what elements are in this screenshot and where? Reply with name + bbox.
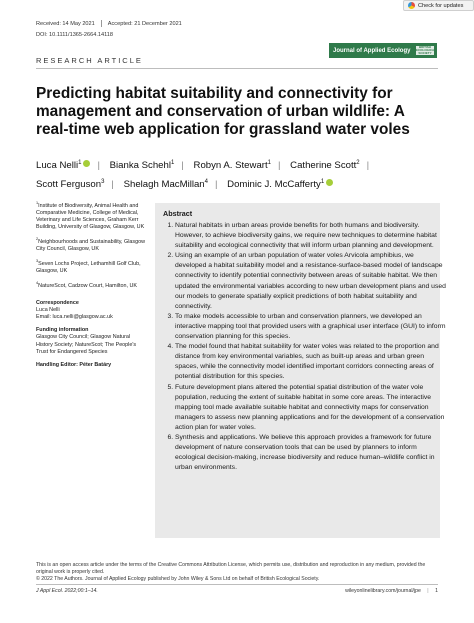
license-text: This is an open access article under the terms of the Creative Commons Attribution License, which permits use, distribution and reproduction in any medium, provided the original work is properly cited. — [36, 562, 426, 575]
affiliations-column — [36, 200, 148, 369]
abstract-item: 4. The model found that habitat suitability for water voles was related to the proportion and distance from key environmental variables, such as built-up areas and urban green spaces, while the connectivity model identified important corridors connecting areas of potential distribution for this species. — [175, 342, 447, 382]
correspondence-heading: Correspondence — [36, 300, 79, 307]
correspondence-block — [36, 300, 148, 321]
date-divider — [101, 20, 102, 27]
author-1[interactable]: Luca Nelli$^1$ — [36, 160, 90, 171]
abstract-item: 6. Synthesis and applications. We believe this approach provides a framework for future development of nature conservation tools that can be used by planners to inform ecological decision-making, increase biodiversity and reduce human–wildlife conflict in urban environments. — [175, 433, 447, 473]
article-type: RESEARCH ARTICLE — [36, 56, 143, 65]
journal-name: Journal of Applied Ecology — [333, 47, 411, 54]
funding-heading: Funding information — [36, 327, 89, 334]
journal-url[interactable]: wileyonlinelibrary.com/journal/jpe — [345, 588, 421, 594]
page-footer — [36, 588, 438, 594]
footer-divider — [36, 584, 438, 585]
funding-block — [36, 327, 148, 355]
header-divider — [36, 68, 438, 69]
article-title: Predicting habitat suitability and connectivity for management and conservation of urban wildlife: A real-time web application for grassland water voles — [36, 85, 410, 138]
page-number: 1 — [435, 588, 438, 594]
check-for-updates-button[interactable] — [403, 0, 474, 11]
author-3[interactable]: Robyn A. Stewart$^1$ — [193, 160, 271, 172]
author-4[interactable]: Catherine Scott$^2$ — [290, 160, 360, 172]
citation: J Appl Ecol. 2022;00:1–14. — [36, 588, 98, 594]
handling-editor: Handling Editor: Péter Batáry — [36, 361, 112, 368]
affiliation-1: $^1$Institute of Biodiversity, Animal Health and Comparative Medicine, College of Medical, Veterinary and Life Sciences, Graham Kerr Building, University of Glasgow, Glasgow, UK — [36, 201, 145, 231]
orcid-icon[interactable] — [83, 160, 90, 167]
copyright-text: © 2022 The Authors. Journal of Applied Ecology published by John Wiley & Sons Ltd on behalf of British Ecological Society. — [36, 576, 320, 582]
received-date: Received: 14 May 2021 — [36, 20, 95, 27]
abstract-list — [163, 221, 447, 473]
abstract-item: 1. Natural habitats in urban areas provide benefits for both humans and biodiversity. However, to achieve biodiversity gains, we require new techniques to determine habitat suitability and ecological connectivity that will inform urban planning and development. — [175, 221, 447, 251]
correspondence-email[interactable]: Email: luca.nelli@glasgow.ac.uk — [36, 314, 113, 321]
correspondence-name: Luca Nelli — [36, 307, 60, 314]
society-logo: BRITISH ECOLOGICAL SOCIETY — [416, 45, 436, 55]
abstract-box — [155, 203, 446, 538]
article-dates — [36, 20, 182, 27]
author-2[interactable]: Bianka Schehl$^1$ — [109, 160, 175, 172]
affiliation-2: $^2$Neighbourhoods and Sustainability, Glasgow City Council, Glasgow, UK — [36, 237, 146, 253]
author-list: Luca Nelli$^1$ | Bianka Schehl$^1$ | Robyn A. Stewart$^1$ | Catherine Scott$^2$ | Scott Ferguson$^3$ | Shelagh MacMillan$^4$ | Dominic J. McCafferty$^1$ — [36, 160, 370, 191]
funding-text: Glasgow City Council; Glasgow Natural History Society; NatureScot; The People's Trust for Endangered Species — [36, 334, 137, 355]
journal-logo — [329, 43, 437, 58]
doi-link[interactable]: DOI: 10.1111/1365-2664.14118 — [36, 32, 114, 38]
affiliation-3: $^3$Seven Lochs Project, Lethamhill Golf Club, Glasgow, UK — [36, 259, 141, 275]
author-5[interactable]: Scott Ferguson$^3$ — [36, 179, 105, 191]
abstract-item: 2. Using an example of an urban population of water voles Arvicola amphibius, we developed a habitat suitability model and a resistance-surface-based model of landscape connectivity to identify potential connectivity between areas of suitable habitat. We then updated the environmental variables according to new urban development plans and used our models to generate spatially explicit predictions of both habitat suitability and connectivity. — [175, 251, 447, 312]
check-updates-label: Check for updates — [418, 2, 464, 9]
license-notice — [36, 562, 438, 583]
author-6[interactable]: Shelagh MacMillan$^4$ — [123, 179, 208, 191]
affiliation-4: $^4$NatureScot, Cadzow Court, Hamilton, UK — [36, 281, 137, 289]
abstract-item: 5. Future development plans altered the potential spatial distribution of the water vole population, reducing the extent of suitable habitat in some core areas. The interactive mapping tool made available suitable habitat and connectivity maps for conservation managers to assess new planning applications and for the development of a conservation action plan for water voles. — [175, 383, 447, 433]
crossmark-icon — [408, 2, 415, 9]
orcid-icon[interactable] — [326, 179, 333, 186]
abstract-item: 3. To make models accessible to urban and conservation planners, we developed an interactive mapping tool that provided users with a graphical user interface (GUI) to inform conservation planning for this species. — [175, 312, 447, 342]
abstract-heading: Abstract — [163, 209, 193, 218]
accepted-date: Accepted: 21 December 2021 — [107, 20, 182, 27]
footer-right: wileyonlinelibrary.com/journal/jpe | 1 — [345, 588, 438, 594]
author-7[interactable]: Dominic J. McCafferty$^1$ — [227, 179, 333, 190]
